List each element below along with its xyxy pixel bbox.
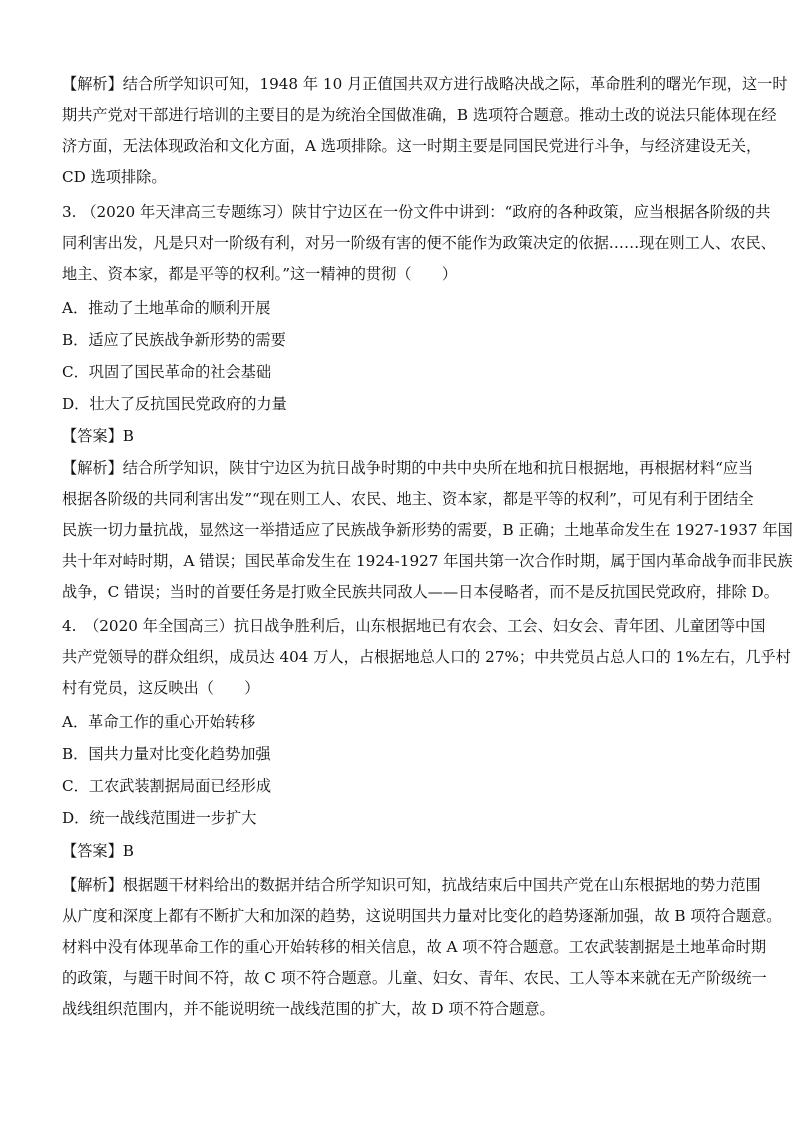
- question-3-analysis-line: 民族一切力量抗战，显然这一举措适应了民族战争新形势的需要，B 正确；土地革命发生在 1927-1937 年国: [62, 521, 793, 539]
- question-4-option-a: A．革命工作的重心开始转移: [62, 713, 256, 731]
- analysis-line: 期共产党对干部进行培训的主要目的是为统治全国做准确，B 选项符合题意。推动土改的说法只能体现在经: [62, 106, 777, 124]
- question-3-analysis-line: 共十年对峙时期，A 错误；国民革命发生在 1924-1927 年国共第一次合作时期，属于国内革命战争而非民族: [62, 552, 793, 570]
- question-4-analysis-line: 【解析】根据题干材料给出的数据并结合所学知识可知，抗战结束后中国共产党在山东根据地的势力范围: [62, 876, 761, 894]
- question-3-option-a: A．推动了土地革命的顺利开展: [62, 299, 271, 317]
- question-4-analysis-line: 的政策，与题干时间不符，故 C 项不符合题意。儿童、妇女、青年、农民、工人等本来就在无产阶级统一: [62, 969, 767, 987]
- question-3-option-b: B．适应了民族战争新形势的需要: [62, 331, 286, 349]
- question-3-option-d: D．壮大了反抗国民党政府的力量: [62, 395, 287, 413]
- question-4-stem-line: 村有党员，这反映出（ ）: [62, 679, 260, 697]
- question-3-option-c: C．巩固了国民革命的社会基础: [62, 363, 272, 381]
- question-4-answer: 【答案】B: [62, 842, 134, 860]
- question-3-answer: 【答案】B: [62, 427, 134, 445]
- question-4-analysis-line: 材料中没有体现革命工作的重心开始转移的相关信息，故 A 项不符合题意。工农武装割据是土地革命时期: [62, 938, 767, 956]
- analysis-line: 济方面，无法体现政治和文化方面，A 选项排除。这一时期主要是同国民党进行斗争，与经济建设无关，: [62, 137, 762, 155]
- question-4-stem-line: 4. （2020 年全国高三）抗日战争胜利后，山东根据地已有农会、工会、妇女会、青年团、儿童团等中国: [62, 617, 766, 635]
- question-4-analysis-line: 战线组织范围内，并不能说明统一战线范围的扩大，故 D 项不符合题意。: [62, 1000, 555, 1018]
- question-3-analysis-line: 【解析】结合所学知识，陕甘宁边区为抗日战争时期的中共中央所在地和抗日根据地，再根据材料“应当: [62, 459, 754, 477]
- analysis-line: CD 选项排除。: [62, 168, 167, 186]
- question-4-analysis-line: 从广度和深度上都有不断扩大和加深的趋势，这说明国共力量对比变化的趋势逐渐加强，故 B 项符合题意。: [62, 907, 782, 925]
- question-4-option-c: C．工农武装割据局面已经形成: [62, 777, 272, 795]
- question-3-analysis-line: 战争，C 错误；当时的首要任务是打败全民族共同敌人——日本侵略者，而不是反抗国民党政府，排除 D。: [62, 583, 779, 601]
- analysis-line: 【解析】结合所学知识可知，1948 年 10 月正值国共双方进行战略决战之际，革命胜利的曙光乍现，这一时: [62, 75, 788, 93]
- question-4-stem-line: 共产党领导的群众组织，成员达 404 万人，占根据地总人口的 27%；中共党员占总人口的 1%左右，几乎村: [62, 648, 791, 666]
- question-4-option-d: D．统一战线范围进一步扩大: [62, 809, 257, 827]
- question-3-analysis-line: 根据各阶级的共同利害出发”“现在则工人、农民、地主、资本家，都是平等的权利”，可见有利于团结全: [62, 490, 754, 508]
- question-3-stem-line: 地主、资本家，都是平等的权利。”这一精神的贯彻（ ）: [62, 265, 458, 283]
- question-3-stem-line: 同利害出发，凡是只对一阶级有利，对另一阶级有害的便不能作为政策决定的依据……现在则工人、农民、: [62, 234, 776, 252]
- question-4-option-b: B．国共力量对比变化趋势加强: [62, 745, 271, 763]
- question-3-stem-line: 3. （2020 年天津高三专题练习）陕甘宁边区在一份文件中讲到：“政府的各种政策，应当根据各阶级的共: [62, 203, 771, 221]
